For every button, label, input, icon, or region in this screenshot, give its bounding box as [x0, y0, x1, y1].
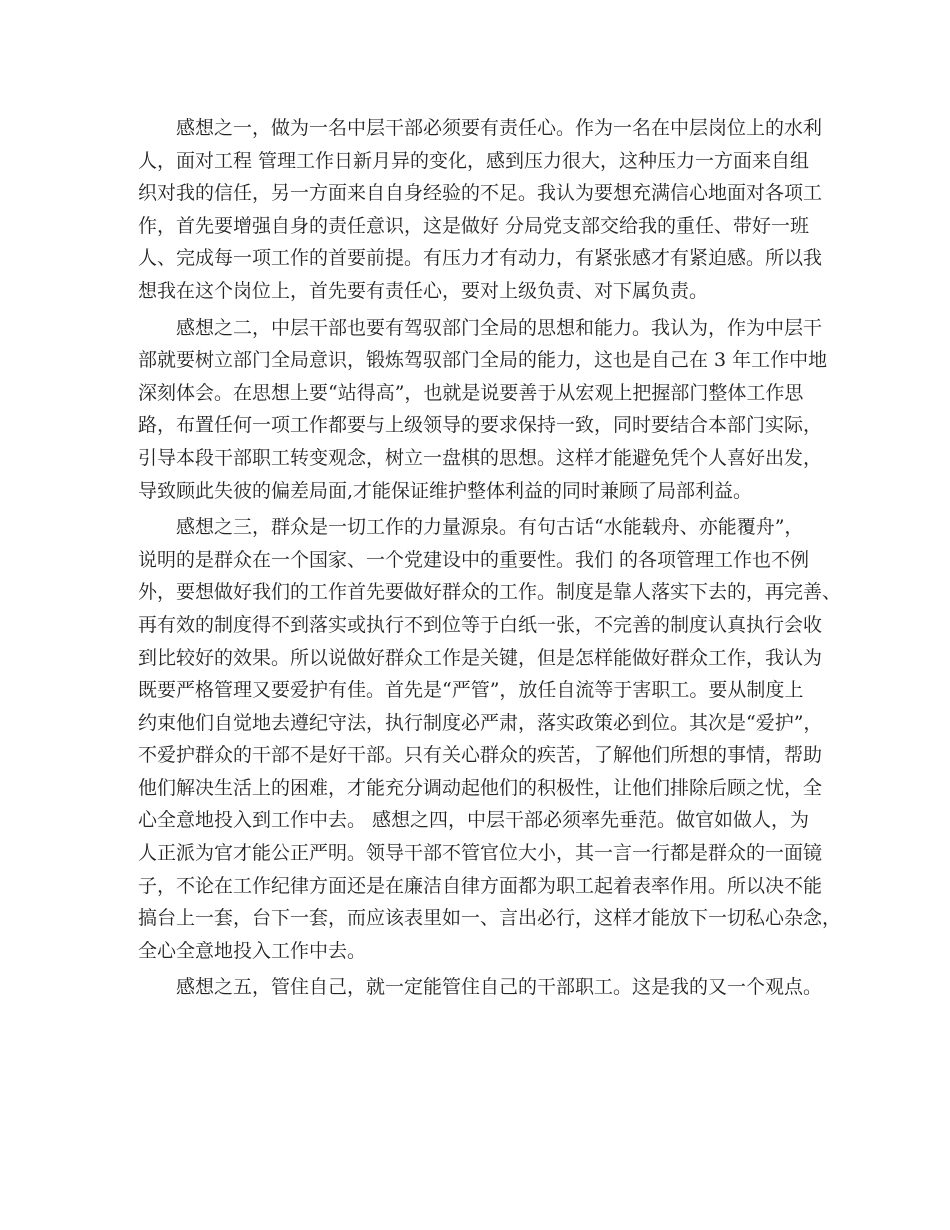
paragraph-1 [138, 112, 823, 308]
paragraph-2 [138, 312, 828, 508]
text-line: 感想之三，群众是一切工作的力量源泉。有句古话“水能载舟、亦能覆舟”， [176, 516, 804, 539]
text-line: 说明的是群众在一个国家、一个党建设中的重要性。我们 的各项管理工作也不例 [138, 548, 810, 571]
text-line: 感想之二，中层干部也要有驾驭部门全局的思想和能力。我认为，作为中层干 [176, 316, 823, 339]
text-line: 到比较好的效果。所以说做好群众工作是关键，但是怎样能做好群众工作，我认为 [138, 646, 823, 669]
document-body [138, 112, 842, 1004]
text-line: 人，面对工程 管理工作日新月异的变化，感到压力很大，这种压力一方面来自组 [138, 149, 810, 172]
text-line: 想我在这个岗位上，首先要有责任心，要对上级负责、对下属负责。 [138, 279, 709, 302]
text-line: 全心全意地投入工作中去。 [138, 939, 367, 962]
text-line: 子，不论在工作纪律方面还是在廉洁自律方面都为职工起着表率作用。所以决不能 [138, 874, 823, 897]
text-line: 再有效的制度得不到落实或执行不到位等于白纸一张，不完善的制度认真执行会收 [138, 613, 823, 636]
text-line: 既要严格管理又要爱护有佳。首先是“严管”，放任自流等于害职工。要从制度上 [138, 679, 804, 702]
text-line: 导致顾此失彼的偏差局面,才能保证维护整体利益的同时兼顾了局部利益。 [138, 479, 753, 502]
text-line: 作，首先要增强自身的责任意识，这是做好 分局党支部交给我的重任、带好一班 [138, 214, 810, 237]
text-line: 他们解决生活上的困难，才能充分调动起他们的积极性，让他们排除后顾之忧，全 [138, 776, 823, 799]
text-line: 心全意地投入到工作中去。 感想之四，中层干部必须率先垂范。做官如做人，为 [138, 809, 810, 832]
text-line: 搞台上一套，台下一套，而应该表里如一、言出必行，这样才能放下一切私心杂念， [138, 907, 842, 930]
paragraph-4 [138, 971, 823, 1004]
text-line: 不爱护群众的干部不是好干部。只有关心群众的疾苦，了解他们所想的事情，帮助 [138, 744, 823, 767]
text-line: 感想之一，做为一名中层干部必须要有责任心。作为一名在中层岗位上的水利 [176, 117, 823, 139]
text-line: 路，布置任何一项工作都要与上级领导的要求保持一致，同时要结合本部门实际， [138, 414, 823, 437]
text-line: 引导本段干部职工转变观念，树立一盘棋的思想。这样才能避免凭个人喜好出发， [138, 446, 823, 469]
text-line: 织对我的信任，另一方面来自自身经验的不足。我认为要想充满信心地面对各项工 [138, 182, 823, 205]
text-line: 人正派为官才能公正严明。领导干部不管官位大小，其一言一行都是群众的一面镜 [138, 842, 823, 865]
text-line: 部就要树立部门全局意识，锻炼驾驭部门全局的能力，这也是自己在 3 年工作中地 [138, 349, 828, 372]
text-line: 感想之五，管住自己，就一定能管住自己的干部职工。这是我的又一个观点。 [176, 976, 823, 999]
paragraph-3 [138, 511, 842, 967]
text-line: 约束他们自觉地去遵纪守法，执行制度必严肃，落实政策必到位。其次是“爱护”， [138, 711, 823, 734]
text-line: 深刻体会。在思想上要“站得高”，也就是说要善于从宏观上把握部门整体工作思 [138, 381, 804, 404]
text-line: 人、完成每一项工作的首要前提。有压力才有动力，有紧张感才有紧迫感。所以我 [138, 247, 823, 270]
text-line: 外，要想做好我们的工作首先要做好群众的工作。制度是靠人落实下去的，再完善、 [138, 581, 842, 604]
